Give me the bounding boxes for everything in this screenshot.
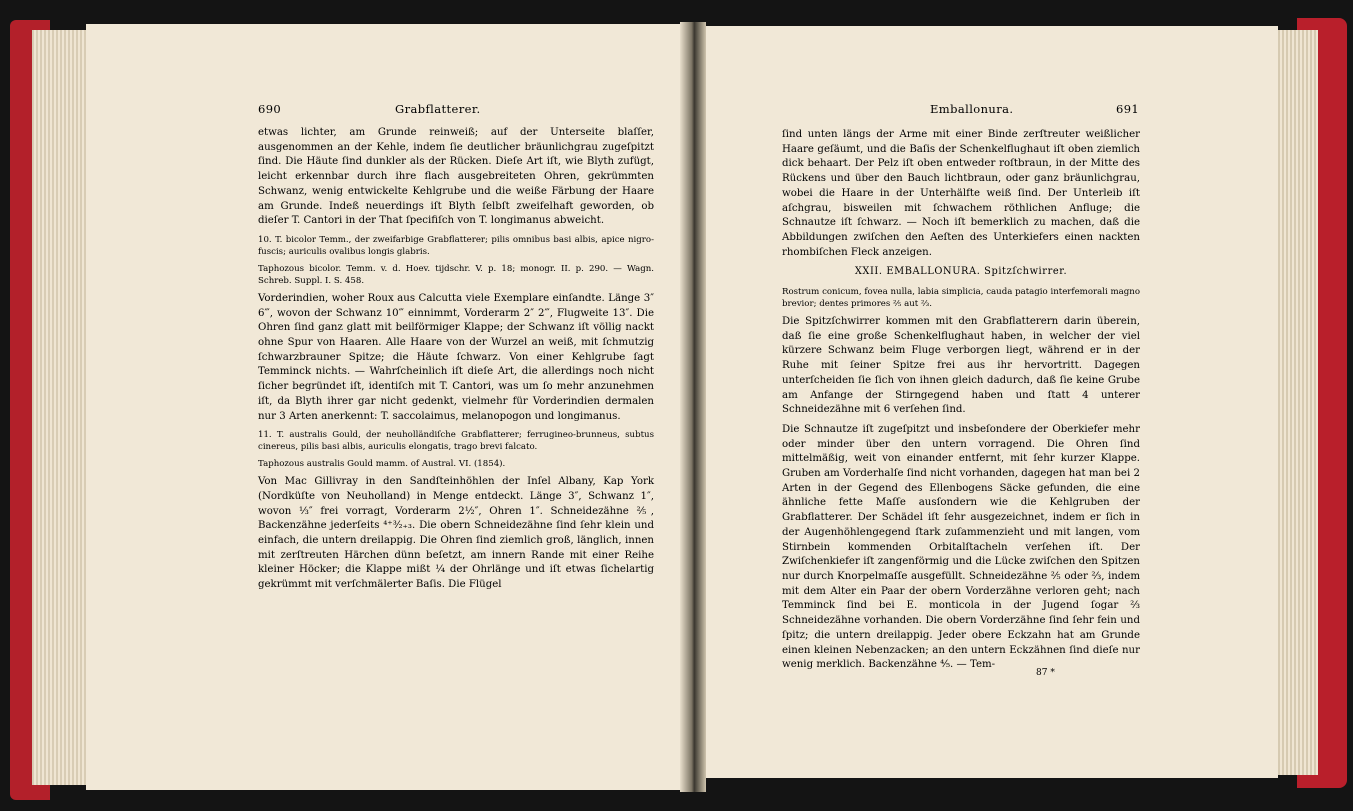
species-10-diagnosis: 10. T. bicolor Temm., der zweifarbige Grabflatterer; pilis omnibus basi albis, apice nigro-fuscis; auriculis ovalibus longis glabris. (258, 234, 654, 257)
right-paragraph-2: Die Spitzſchwirrer kommen mit den Grabflatterern darin überein, daß ſie eine große Schenkelflughaut haben, in welcher der viel kürzere Schwanz beim Fluge verborgen liegt, während er in der Ruhe mit ſeiner Spitze frei aus ihr hervortritt. Dagegen unterſcheiden ſie ſich von ihnen gleich dadurch, daß ſie keine Grube am Anfange der Stirngegend haben und ſtatt 4 unterer Schneidezähne mit 6 verſehen ſind. (782, 316, 1140, 416)
left-paragraph-2: Vorderindien, woher Roux aus Calcutta viele Exemplare einſandte. Länge 3″ 6‴, wovon der Schwanz 10‴ einnimmt, Vorderarm 2″ 2‴, Flugweite 13″. Die Ohren ſind ganz glatt mit beilförmiger Klappe; der Schwanz iſt völlig nackt ohne Spur von Haaren. Alle Haare von der Wurzel an weiß, mit ſchmutzig ſchwarzbrauner Spitze; die Häute ſchwarz. Von einer Kehlgrube ſagt Temminck nichts. — Wahrſcheinlich iſt dieſe Art, die allerdings noch nicht ſicher begründet iſt, identiſch mit T. Cantori, was um ſo mehr anzunehmen iſt, da Blyth ihrer gar nicht gedenkt, vielmehr für Vorderindien dermalen nur 3 Arten anerkennt: T. saccolaimus, melanopogon und longimanus. (258, 292, 654, 422)
left-paragraph-1: etwas lichter, am Grunde reinweiß; auf der Unterseite blaſſer, ausgenommen an der Kehle, indem ſie deutlicher bräunlichgrau zugeſpitzt ſind. Die Häute ſind dunkler als der Rücken. Dieſe Art iſt, wie Blyth zufügt, leicht erkennbar durch ihre flach ausgebreiteten Ohren, gekrümmten Schwanz, wenig entwickelte Kehlgrube und die weiße Färbung der Haare am Grunde. Indeß neuerdings iſt Blyth ſelbſt zweifelhaft geworden, ob dieſer T. Cantori in der That ſpecifiſch von T. longimanus abweicht. (258, 127, 654, 227)
species-10-reference: Taphozous bicolor. Temm. v. d. Hoev. tijdschr. V. p. 18; monogr. II. p. 290. — Wagn. Schreb. Suppl. I. S. 458. (258, 263, 654, 286)
species-11-diagnosis: 11. T. australis Gould, der neuholländiſche Grabflatterer; ferrugineo-brunneus, subtus cinereus, pilis basi albis, auriculis elongatis, trago brevi falcato. (258, 430, 654, 453)
right-paragraph-3: Die Schnautze iſt zugeſpitzt und insbeſondere der Oberkiefer mehr oder minder über den untern vorragend. Die Ohren ſind mittelmäßig, weit von einander entfernt, mit ſehr kurzer Klappe. Gruben am Vorderhalſe ſind nicht vorhanden, dagegen hat man bei 2 Arten in der Gegend des Ellenbogens Säcke gefunden, die eine ähnliche fette Maſſe ausſondern wie die Kehlgruben der Grabflatterer. Der Schädel iſt ſehr ausgezeichnet, indem er ſich in der Augenhöhlengegend ſtark zuſammenzieht und mit langen, vom Stirnbein kommenden Orbitalſtacheln verſehen iſt. Der Zwiſchenkiefer iſt zangenförmig und die Lücke zwiſchen den Spitzen nur durch Knorpelmaſſe ausgefüllt. Schneidezähne ⅖ oder ⅔, indem mit dem Alter ein Paar der obern Vorderzähne verloren geht; nach Temminck ſind bei E. monticola in der Jugend ſogar ⅔ Schneidezähne vorhanden. Die obern Vorderzähne ſind ſehr fein und ſpitz; die untern dreilappig. Jeder obere Eckzahn hat am Grunde einen kleinen Nebenzacken; an den untern Eckzähnen ſind dieſe nur wenig merklich. Backenzähne ⁴⁄₅. — Tem- (782, 423, 1140, 671)
left-text-column (258, 126, 654, 598)
genus-diagnosis: Rostrum conicum, fovea nulla, labia simplicia, cauda patagio interfemorali magno brevior; dentes primores ⅖ aut ⅔. (782, 287, 1140, 310)
section-title: XXII. EMBALLONURA. Spitzſchwirrer. (854, 266, 1068, 278)
page-edges-right (1272, 30, 1318, 775)
page-edges-left (32, 30, 92, 785)
page-number-right: 691 (1116, 102, 1140, 116)
running-head-left: Grabflatterer. (395, 102, 481, 116)
right-text-column (782, 128, 1140, 678)
page-number-left: 690 (258, 102, 282, 116)
running-head-right: Emballonura. (930, 102, 1014, 116)
right-paragraph-1: ſind unten längs der Arme mit einer Binde zerſtreuter weißlicher Haare geſäumt, und die Baſis der Schenkelflughaut iſt oben ziemlich dick behaart. Der Pelz iſt oben entweder roſtbraun, in der Mitte des Rückens und über den Bauch lichtbraun, oder ganz bräunlichgrau, wobei die Haare in der Unterhälfte weiß ſind. Der Unterleib iſt aſchgrau, bisweilen mit ſchwachem röthlichen Anfluge; die Schnautze iſt ſchwarz. — Noch iſt bemerklich zu machen, daß die Abbildungen zwiſchen den Aeſten des Unterkiefers einen nackten rhombiſchen Fleck anzeigen. (782, 129, 1140, 258)
species-11-reference: Taphozous australis Gould mamm. of Austral. VI. (1854). (258, 459, 506, 470)
signature-mark: 87 * (1036, 668, 1055, 678)
left-paragraph-3: Von Mac Gillivray in den Sandſteinhöhlen der Inſel Albany, Kap York (Nordküſte von Neuholland) in Menge entdeckt. Länge 3″, Schwanz 1″, wovon ⅓″ frei vorragt, Vorderarm 2½″, Ohren 1″. Schneidezähne ⅖, Backenzähne jederſeits ⁴⁺³⁄₂₊₃. Die obern Schneidezähne ſind ſehr klein und einfach, die untern dreilappig. Die Ohren ſind ziemlich groß, länglich, innen mit zerſtreuten Härchen dünn beſetzt, am innern Rande mit einer Reihe kleiner Höcker; die Klappe mißt ¼ der Ohrlänge und iſt etwas ſichelartig gekrümmt mit verſchmälerter Baſis. Die Flügel (258, 476, 654, 591)
book-gutter (680, 22, 706, 792)
